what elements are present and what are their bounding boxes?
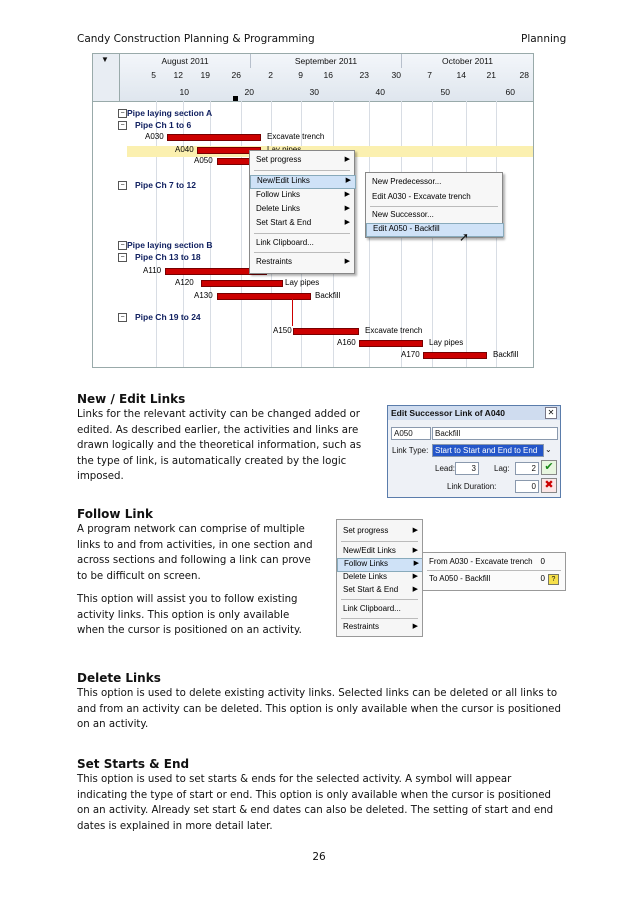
activity-id[interactable]: A110 — [143, 266, 162, 275]
week-tick: 20 — [244, 87, 254, 97]
collapse-icon[interactable]: − — [118, 253, 127, 262]
today-marker — [233, 96, 238, 101]
link-line — [292, 298, 293, 326]
lag-label: Lag: — [494, 464, 510, 473]
bar-label: Excavate trench — [267, 132, 325, 141]
activity-bar[interactable] — [293, 328, 359, 335]
day-tick: 21 — [486, 70, 496, 80]
section-title: Pipe Ch 7 to 12 — [135, 180, 196, 190]
section-heading-new-edit: New / Edit Links — [77, 392, 186, 406]
day-tick: 2 — [268, 70, 273, 80]
day-tick: 5 — [151, 70, 156, 80]
activity-id[interactable]: A120 — [175, 278, 194, 287]
week-tick: 60 — [505, 87, 515, 97]
week-tick: 40 — [375, 87, 385, 97]
header-stub — [93, 54, 120, 101]
bar-label: Excavate trench — [365, 326, 423, 335]
week-tick: 10 — [179, 87, 189, 97]
activity-bar[interactable] — [217, 293, 311, 300]
mouse-cursor-icon: ➚ — [459, 230, 470, 244]
day-tick: 7 — [427, 70, 432, 80]
day-tick: 16 — [323, 70, 333, 80]
activity-id[interactable]: A030 — [145, 132, 164, 141]
duration-input[interactable]: 0 — [515, 480, 539, 493]
activity-name-field[interactable]: Backfill — [432, 427, 558, 440]
running-header-right: Planning — [521, 33, 567, 45]
collapse-icon[interactable]: − — [118, 241, 127, 250]
section-title: Pipe Ch 19 to 24 — [135, 312, 201, 322]
section-title: Pipe laying section A — [127, 108, 213, 118]
links-submenu: New Predecessor... Edit A030 - Excavate trench New Successor... Edit A050 - Backfill — [365, 172, 503, 238]
lag-input[interactable]: 2 — [515, 462, 539, 475]
link-type-label: Link Type: — [392, 446, 429, 455]
month-september: September 2011 — [251, 54, 402, 68]
day-tick: 23 — [359, 70, 369, 80]
bar-label: Backfill — [315, 291, 341, 300]
activity-bar[interactable] — [167, 134, 261, 141]
week-tick: 30 — [309, 87, 319, 97]
activity-bar[interactable] — [423, 352, 487, 359]
follow-context-menu: Set progress ▶ New/Edit Links ▶ Follow Links ▶ Delete Links ▶ Set Start & End ▶ Link Clipboard... Restraints ▶ — [336, 519, 423, 637]
day-tick: 14 — [456, 70, 466, 80]
menu-item-follow-links[interactable]: Follow Links ▶ — [337, 558, 424, 572]
day-tick: 28 — [519, 70, 529, 80]
help-icon[interactable]: ? — [548, 574, 559, 585]
section-heading-delete: Delete Links — [77, 671, 161, 685]
bar-label: Lay pipes — [285, 278, 320, 287]
section-title: Pipe Ch 13 to 18 — [135, 252, 201, 262]
section-title: Pipe Ch 1 to 6 — [135, 120, 192, 130]
lead-input[interactable]: 3 — [455, 462, 479, 475]
cancel-x-icon[interactable]: ✖ — [541, 478, 557, 493]
context-menu: Set progress ▶ New/Edit Links ▶ Follow Links ▶ Delete Links ▶ Set Start & End ▶ Link Clipboard... Restraints ▶ — [249, 150, 355, 274]
page-number: 26 — [312, 851, 326, 863]
activity-id[interactable]: A130 — [194, 291, 213, 300]
month-october: October 2011 — [402, 54, 534, 68]
timeline-header — [93, 54, 533, 102]
bar-label: Lay pipes — [429, 338, 464, 347]
menu-separator — [341, 618, 418, 619]
close-icon[interactable]: ✕ — [545, 407, 557, 419]
section-title: Pipe laying section B — [127, 240, 213, 250]
paragraph-delete: This option is used to delete existing activity links. Selected links can be deleted or all links to and from an activity can be deleted. This option is only available when the cursor is positioned on an activity. — [77, 688, 561, 730]
day-tick: 19 — [200, 70, 210, 80]
menu-separator — [254, 233, 350, 234]
collapse-icon[interactable]: − — [118, 181, 127, 190]
menu-separator — [341, 599, 418, 600]
gantt-screenshot — [92, 53, 534, 368]
activity-id[interactable]: A050 — [194, 156, 213, 165]
menu-item-edit-successor[interactable]: Edit A050 - Backfill — [366, 223, 504, 237]
paragraph-set-starts: This option is used to set starts & ends for the selected activity. A symbol will appear indicating the type of start or end. This option is only available when the cursor is positioned on an activity. Already set start & end dates can also be deleted. The setting of start and end dates is explained in more detail later. — [77, 774, 554, 832]
activity-id[interactable]: A150 — [273, 326, 292, 335]
collapse-icon[interactable]: − — [118, 313, 127, 322]
bar-label: Backfill — [493, 350, 519, 359]
day-tick: 9 — [298, 70, 303, 80]
menu-separator — [370, 206, 498, 207]
activity-id[interactable]: A160 — [337, 338, 356, 347]
activity-id[interactable]: A040 — [175, 145, 194, 154]
day-tick: 12 — [173, 70, 183, 80]
link-type-select[interactable]: Start to Start and End to End — [432, 444, 544, 457]
section-heading-follow: Follow Link — [77, 507, 153, 521]
duration-label: Link Duration: — [447, 482, 497, 491]
activity-bar[interactable] — [201, 280, 283, 287]
menu-separator — [341, 541, 418, 542]
month-august: August 2011 — [120, 54, 251, 68]
chevron-down-icon[interactable]: ⌄ — [545, 445, 552, 454]
activity-id-field[interactable]: A050 — [391, 427, 431, 440]
menu-separator — [427, 570, 561, 571]
running-header-left: Candy Construction Planning & Programming — [77, 33, 315, 45]
menu-separator — [254, 170, 350, 171]
activity-bar[interactable] — [359, 340, 423, 347]
menu-item-new-edit-links[interactable]: New/Edit Links ▶ — [250, 175, 356, 189]
paragraph-follow: A program network can comprise of multiple links to and from activities, in one section and across sections and following a link can prove to be difficult on screen. This option will assist you to follow existing activity links. This option is only available when the cursor is positioned on an activity. — [77, 524, 313, 636]
dialog-titlebar — [388, 406, 560, 420]
collapse-icon[interactable]: − — [118, 109, 127, 118]
collapse-icon[interactable]: − — [118, 121, 127, 130]
edit-link-dialog — [387, 405, 561, 498]
activity-id[interactable]: A170 — [401, 350, 420, 359]
lead-label: Lead: — [435, 464, 456, 473]
sort-icon: ▼ — [101, 55, 109, 64]
section-heading-set-starts: Set Starts & End — [77, 757, 190, 771]
week-tick: 50 — [440, 87, 450, 97]
day-tick: 30 — [391, 70, 401, 80]
menu-separator — [254, 252, 350, 253]
paragraph-new-edit: Links for the relevant activity can be changed added or edited. As described earlier, the activities and links are drawn logically and the theoretical information, such as the type of link, is automatically created by the logic imposed. — [77, 409, 362, 482]
day-tick: 26 — [231, 70, 241, 80]
follow-submenu: From A030 - Excavate trench 0 To A050 - Backfill 0 ? — [422, 552, 566, 591]
ok-check-icon[interactable]: ✔ — [541, 460, 557, 475]
dialog-title: Edit Successor Link of A040 — [391, 408, 505, 418]
